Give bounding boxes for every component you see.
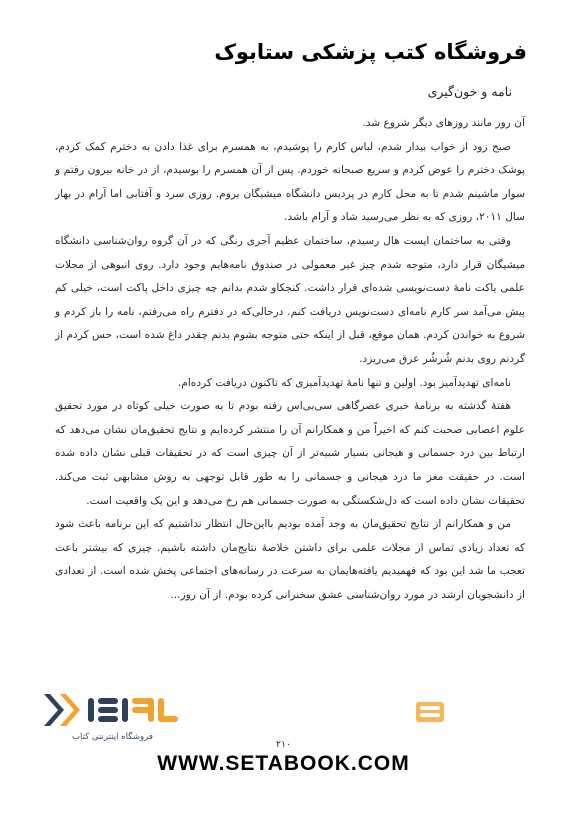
paragraph: آن روز مانند روزهای دیگر شروع شد. [362,117,525,129]
paragraph: صبح زود از خواب بیدار شدم، لباس کارم را پوشیدم، به همسرم برای غذا دادن به دخترم کمک کردم، پوشک دخترم را عوض کردم و سریع صبحانه خوردم. پس از آن همسرم را بوسیدم، از در خانه بیرون رفتم و سوار ماشینم شدم تا به محل کارم در پردیس دانشگاه میشیگان بروم. روزی سرد و آفتابی اما آرام در بهار سال ۲۰۱۱، روزی که به نظر می‌رسید شاد و آرام باشد. [55,140,525,224]
chapter-title: نامه و خون‌گیری [427,84,512,99]
watermark-caption: فروشگاه اینترنتی کتاب [72,732,153,742]
paragraph: هفتهٔ گذشته به برنامهٔ خبری عصرگاهی سی‌بی‌اس رفته بودم تا به صورت خیلی کوتاه در مورد تحقیق علوم اعصابی صحبت کنم که اخیراً من و همکارانم آن را منتشر کرده‌ایم و نتایج تحقیق‌مان نشان می‌دهد که ارتباط بین درد جسمانی و هیجانی بسیار شبیه‌تر از آن چیزی است که در تحقیقات قبلی نشان داده شده است. در حقیقت مغز ما درد هیجانی و جسمانی را به طور قابل توجهی به روش مشابهی ثبت می‌کند. تحقیقات نشان داده است که دل‌شکستگی به صورت جسمانی هم رخ می‌دهد و این یک واقعیت است. [55,400,525,507]
page-header-title: فروشگاه کتب پزشکی ستابوک [214,40,527,64]
stamp-mark [410,692,450,732]
paragraph: من و همکارانم از نتایج تحقیق‌مان به وجد آمده بودیم بااین‌حال انتظار نداشتیم که این برنامه باعث شود که تعداد زیادی تماس از مجلات علمی برای داشتن خلاصهٔ نتایج‌مان داشته باشیم. چیزی که بیشتر باعث تعجب ما شد این بود که فهمیدیم یافته‌هایمان به سرعت در رسانه‌های اجتماعی پخش شده است. از تعدادی از دانشجویان ارشد در مورد روان‌شناسی عشق سخنرانی کرده بودم. از آن روز... [55,518,525,601]
page-number: ۲۱۰ [275,739,292,750]
website-url[interactable]: WWW.SETABOOK.COM [157,752,410,775]
paragraph: وقتی به ساختمان ایست هال رسیدم، ساختمان عظیم آجری رنگی که در آن گروه روان‌شناسی دانشگاه میشیگان قرار دارد، متوجه شدم چیز غیر معمولی در صندوق نامه‌هایم وجود دارد. روی انبوهی از مجلات علمی یاکت نامهٔ دست‌نویسی شده‌ای قرار داشت. کنجکاو شدم بدانم چه چیزی داخل پاکت است، خیلی کم پیش می‌آمد سر کارم نامه‌ای دست‌نویس دریافت کنم. درحالی‌که در دفترم راه می‌رفتم، نامه را باز کردم و شروع به خواندن کردم. همان موقع، قبل از اینکه حتی متوجه بشوم بدنم چقدر داغ شده است، حس کردم از گردنم روی بدنم شُرشُر عرق می‌ریزد. [55,234,525,365]
arrows-icon [44,694,80,726]
body-text [55,112,525,607]
paragraph: نامه‌ای تهدیدآمیز بود. اولین و تنها نامهٔ تهدیدآمیزی که تاکنون دریافت کرده‌ام. [177,376,511,389]
